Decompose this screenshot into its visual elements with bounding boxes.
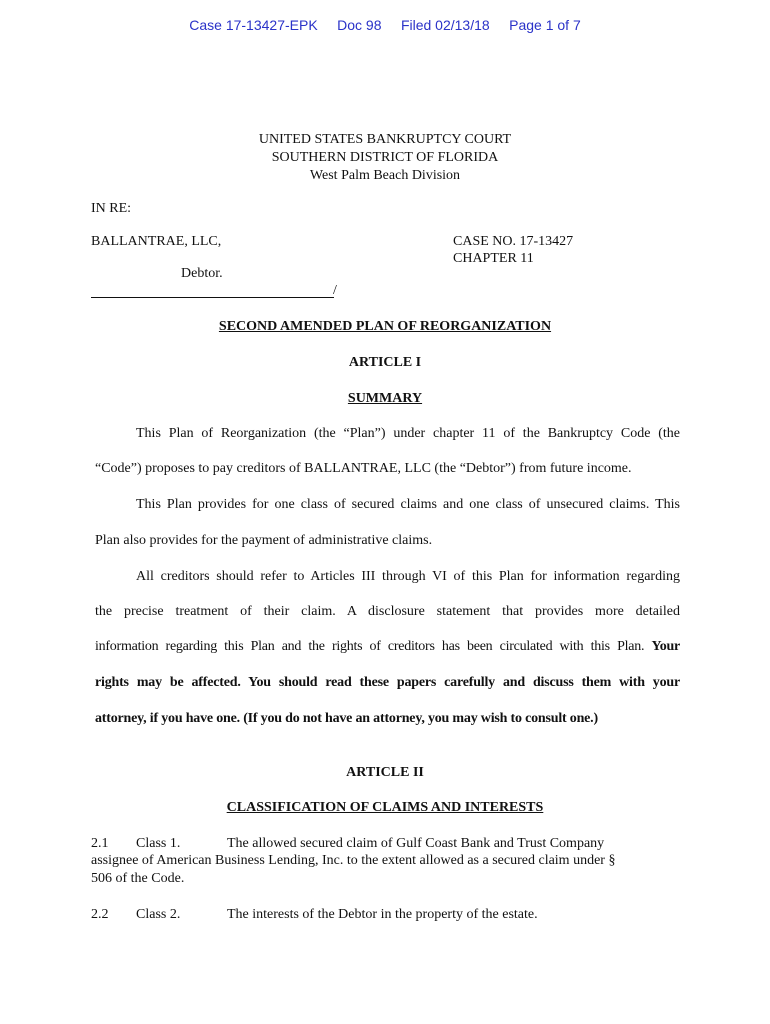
class-1-line-1: The allowed secured claim of Gulf Coast Bank and Trust Company	[227, 836, 605, 851]
class-2-number: 2.2	[91, 907, 109, 922]
caption-slash: /	[333, 283, 337, 298]
paragraph-3-line-2: the precise treatment of their claim. A disclosure statement that provides more detailed	[95, 604, 680, 619]
stamp-filed-date: Filed 02/13/18	[400, 17, 490, 33]
class-2-label: Class 2.	[136, 907, 181, 922]
class-1-line-3: 506 of the Code.	[91, 871, 185, 886]
class-1-line-2: assignee of American Business Lending, Inc. to the extent allowed as a secured claim under §	[91, 853, 616, 868]
paragraph-1-line-2: “Code”) proposes to pay creditors of BALLANTRAE, LLC (the “Debtor”) from future income.	[95, 461, 632, 476]
caption-in-re: IN RE:	[91, 201, 132, 216]
paragraph-3-line-1: All creditors should refer to Articles III through VI of this Plan for information regarding	[136, 569, 680, 584]
class-1-label: Class 1.	[136, 836, 181, 851]
caption-role: Debtor.	[181, 266, 223, 281]
class-2-text: The interests of the Debtor in the property of the estate.	[227, 907, 538, 922]
article-2-subheading: CLASSIFICATION OF CLAIMS AND INTERESTS	[226, 800, 544, 815]
chapter-number: CHAPTER 11	[453, 251, 534, 266]
caption-party: BALLANTRAE, LLC,	[91, 234, 222, 249]
case-number: CASE NO. 17-13427	[453, 234, 574, 249]
article-1-subheading: SUMMARY	[347, 391, 423, 406]
paragraph-3-line-3-bold: Your	[651, 639, 680, 654]
court-division: West Palm Beach Division	[309, 168, 461, 183]
filing-stamp	[0, 17, 770, 33]
paragraph-3-line-5: attorney, if you have one. (If you do not have an attorney, you may wish to consult one.)	[95, 711, 598, 726]
stamp-page-number: Page 1 of 7	[509, 17, 581, 33]
paragraph-1-line-1: This Plan of Reorganization (the “Plan”) under chapter 11 of the Bankruptcy Code (the	[136, 426, 680, 441]
paragraph-3-line-4: rights may be affected. You should read these papers carefully and discuss them with your	[95, 675, 680, 690]
class-1-number: 2.1	[91, 836, 109, 851]
court-district: SOUTHERN DISTRICT OF FLORIDA	[271, 150, 499, 165]
paragraph-2-line-2: Plan also provides for the payment of administrative claims.	[95, 533, 433, 548]
paragraph-3-line-3-text: information regarding this Plan and the rights of creditors has been circulated with this Plan.	[95, 639, 645, 654]
document-title: SECOND AMENDED PLAN OF REORGANIZATION	[218, 319, 552, 334]
article-1-heading: ARTICLE I	[348, 355, 422, 370]
stamp-case-number: Case 17-13427-EPK	[189, 17, 318, 33]
caption-signature-line	[91, 281, 334, 298]
paragraph-3-line-3	[95, 639, 680, 655]
paragraph-2-line-1: This Plan provides for one class of secured claims and one class of unsecured claims. This	[136, 497, 680, 512]
article-2-heading: ARTICLE II	[346, 765, 424, 780]
court-name: UNITED STATES BANKRUPTCY COURT	[258, 132, 512, 147]
stamp-doc-number: Doc 98	[337, 17, 382, 33]
